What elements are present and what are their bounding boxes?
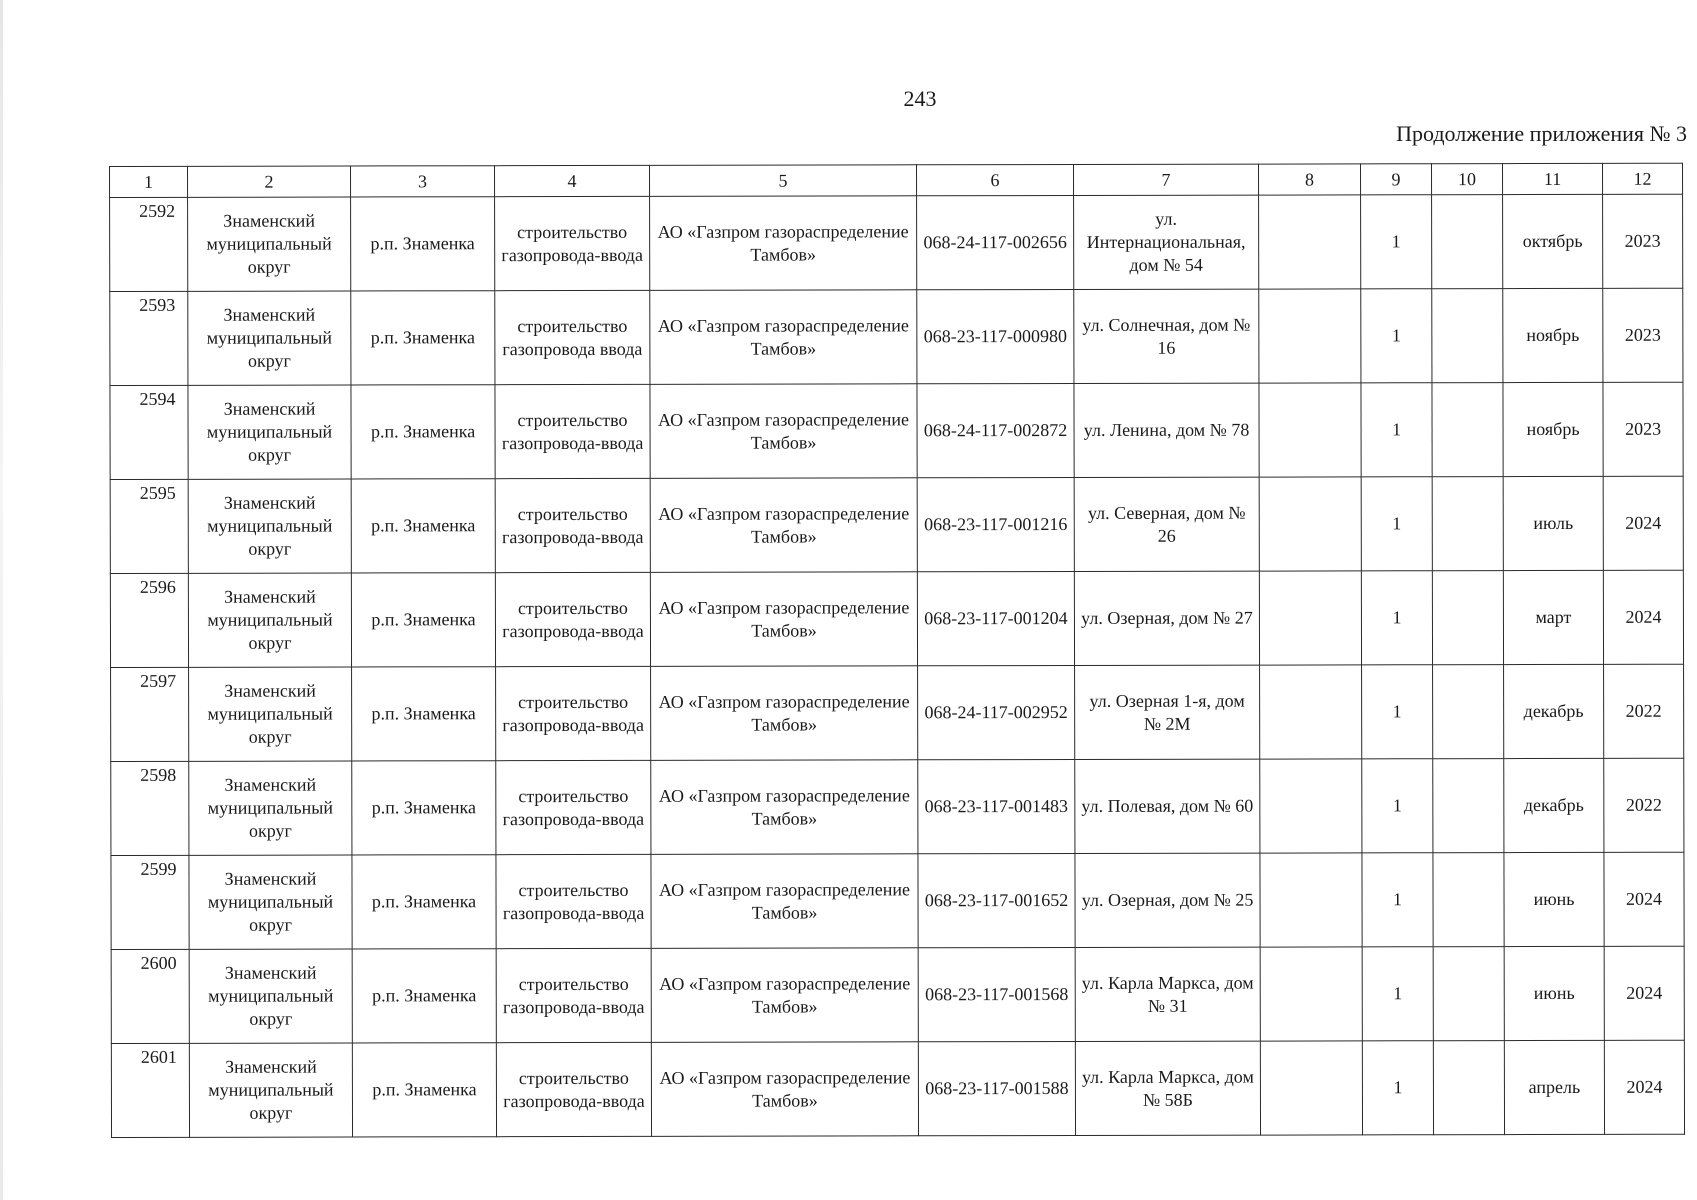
cell-district: Знаменский муниципальный округ bbox=[189, 1043, 352, 1137]
cell-month: декабрь bbox=[1504, 664, 1604, 758]
cell-quantity: 1 bbox=[1362, 665, 1433, 759]
cell-organization: АО «Газпром газораспределение Тамбов» bbox=[650, 478, 917, 573]
cell-work-type: строительство газопровода-ввода bbox=[496, 666, 651, 760]
cell-work-type: строительство газопровода-ввода bbox=[495, 384, 650, 478]
cell-row-number: 2600 bbox=[111, 949, 189, 1043]
cell-address: ул. Озерная 1-я, дом № 2М bbox=[1075, 665, 1260, 759]
cell-month: июль bbox=[1503, 476, 1603, 570]
cell-district: Знаменский муниципальный округ bbox=[188, 479, 351, 573]
cell-application-number: 068-24-117-002872 bbox=[917, 383, 1074, 477]
cell-address: ул. Озерная, дом № 27 bbox=[1074, 571, 1259, 665]
cell-col-8 bbox=[1260, 1041, 1362, 1135]
cell-month: октябрь bbox=[1503, 194, 1603, 288]
table-row bbox=[110, 476, 1683, 573]
cell-col-10 bbox=[1433, 947, 1504, 1041]
cell-application-number: 068-24-117-002952 bbox=[918, 665, 1075, 759]
cell-work-type: строительство газопровода-ввода bbox=[496, 760, 651, 854]
cell-row-number: 2598 bbox=[111, 761, 189, 855]
cell-col-10 bbox=[1433, 665, 1504, 759]
column-header: 9 bbox=[1360, 164, 1431, 195]
cell-application-number: 068-23-117-001216 bbox=[917, 477, 1074, 571]
cell-address: ул. Полевая, дом № 60 bbox=[1075, 759, 1260, 853]
cell-year: 2022 bbox=[1604, 758, 1684, 852]
column-header: 12 bbox=[1602, 163, 1682, 194]
cell-col-8 bbox=[1259, 571, 1361, 665]
table-row bbox=[111, 664, 1684, 761]
cell-row-number: 2597 bbox=[111, 667, 189, 761]
cell-month: ноябрь bbox=[1503, 288, 1603, 382]
cell-row-number: 2594 bbox=[110, 385, 188, 479]
cell-settlement: р.п. Знаменка bbox=[351, 573, 495, 667]
cell-row-number: 2592 bbox=[110, 197, 188, 291]
cell-work-type: строительство газопровода-ввода bbox=[495, 572, 650, 666]
cell-settlement: р.п. Знаменка bbox=[352, 1043, 496, 1137]
cell-district: Знаменский муниципальный округ bbox=[188, 197, 351, 291]
cell-month: декабрь bbox=[1504, 758, 1604, 852]
cell-organization: АО «Газпром газораспределение Тамбов» bbox=[651, 666, 918, 761]
cell-quantity: 1 bbox=[1361, 477, 1432, 571]
column-header: 3 bbox=[351, 166, 495, 197]
cell-col-10 bbox=[1432, 383, 1503, 477]
cell-month: апрель bbox=[1504, 1040, 1604, 1134]
cell-district: Знаменский муниципальный округ bbox=[189, 761, 352, 855]
cell-col-10 bbox=[1432, 477, 1503, 571]
cell-col-10 bbox=[1432, 571, 1503, 665]
column-header: 11 bbox=[1502, 163, 1602, 194]
cell-quantity: 1 bbox=[1361, 383, 1432, 477]
cell-settlement: р.п. Знаменка bbox=[351, 291, 495, 385]
cell-quantity: 1 bbox=[1362, 759, 1433, 853]
table-row bbox=[110, 382, 1683, 479]
cell-organization: АО «Газпром газораспределение Тамбов» bbox=[650, 290, 917, 385]
cell-work-type: строительство газопровода-ввода bbox=[495, 196, 650, 290]
cell-col-10 bbox=[1432, 195, 1503, 289]
cell-settlement: р.п. Знаменка bbox=[352, 949, 496, 1043]
cell-quantity: 1 bbox=[1361, 195, 1432, 289]
cell-row-number: 2599 bbox=[111, 855, 189, 949]
cell-organization: АО «Газпром газораспределение Тамбов» bbox=[651, 1042, 918, 1137]
cell-quantity: 1 bbox=[1361, 571, 1432, 665]
cell-col-10 bbox=[1433, 853, 1504, 947]
cell-organization: АО «Газпром газораспределение Тамбов» bbox=[651, 948, 918, 1043]
cell-address: ул. Ленина, дом № 78 bbox=[1074, 383, 1259, 477]
cell-address: ул. Карла Маркса, дом № 58Б bbox=[1075, 1041, 1260, 1135]
cell-application-number: 068-23-117-000980 bbox=[917, 289, 1074, 383]
cell-row-number: 2596 bbox=[110, 573, 188, 667]
cell-district: Знаменский муниципальный округ bbox=[189, 667, 352, 761]
cell-settlement: р.п. Знаменка bbox=[351, 479, 495, 573]
column-header: 4 bbox=[495, 165, 650, 196]
table-row bbox=[111, 758, 1684, 855]
cell-application-number: 068-23-117-001588 bbox=[918, 1041, 1075, 1135]
cell-settlement: р.п. Знаменка bbox=[352, 855, 496, 949]
cell-year: 2023 bbox=[1603, 194, 1683, 288]
scan-edge bbox=[0, 0, 3, 1200]
cell-quantity: 1 bbox=[1362, 1041, 1433, 1135]
cell-year: 2024 bbox=[1603, 476, 1683, 570]
cell-address: ул. Озерная, дом № 25 bbox=[1075, 853, 1260, 947]
cell-year: 2022 bbox=[1604, 664, 1684, 758]
cell-application-number: 068-23-117-001652 bbox=[918, 853, 1075, 947]
gas-connection-registry-table bbox=[109, 163, 1685, 1138]
cell-application-number: 068-23-117-001568 bbox=[918, 947, 1075, 1041]
cell-district: Знаменский муниципальный округ bbox=[189, 855, 352, 949]
cell-month: март bbox=[1503, 570, 1603, 664]
cell-application-number: 068-24-117-002656 bbox=[917, 195, 1074, 289]
cell-organization: АО «Газпром газораспределение Тамбов» bbox=[650, 572, 917, 667]
cell-col-8 bbox=[1259, 477, 1361, 571]
cell-col-8 bbox=[1259, 383, 1361, 477]
cell-col-10 bbox=[1433, 1041, 1504, 1135]
column-header: 2 bbox=[188, 166, 351, 197]
column-header: 7 bbox=[1073, 164, 1258, 195]
cell-work-type: строительство газопровода ввода bbox=[495, 290, 650, 384]
cell-month: ноябрь bbox=[1503, 382, 1603, 476]
page-number: 243 bbox=[903, 86, 937, 111]
table-row bbox=[111, 946, 1684, 1043]
cell-year: 2024 bbox=[1603, 570, 1683, 664]
cell-settlement: р.п. Знаменка bbox=[352, 667, 496, 761]
table-row bbox=[110, 288, 1683, 385]
table-row bbox=[110, 194, 1683, 291]
column-header: 5 bbox=[649, 165, 916, 197]
table-row bbox=[111, 852, 1684, 949]
cell-col-8 bbox=[1259, 195, 1361, 289]
cell-col-10 bbox=[1433, 759, 1504, 853]
cell-row-number: 2593 bbox=[110, 291, 188, 385]
cell-col-8 bbox=[1259, 289, 1361, 383]
column-header: 1 bbox=[110, 166, 188, 197]
table-header-row bbox=[110, 163, 1683, 197]
cell-organization: АО «Газпром газораспределение Тамбов» bbox=[650, 196, 917, 291]
cell-month: июнь bbox=[1504, 946, 1604, 1040]
cell-row-number: 2601 bbox=[111, 1043, 189, 1137]
cell-year: 2023 bbox=[1603, 288, 1683, 382]
cell-col-8 bbox=[1260, 853, 1362, 947]
cell-year: 2023 bbox=[1603, 382, 1683, 476]
cell-quantity: 1 bbox=[1362, 853, 1433, 947]
cell-year: 2024 bbox=[1604, 946, 1684, 1040]
cell-col-8 bbox=[1260, 665, 1362, 759]
table-body bbox=[110, 194, 1685, 1137]
cell-address: ул. Солнечная, дом № 16 bbox=[1074, 289, 1259, 383]
cell-district: Знаменский муниципальный округ bbox=[188, 385, 351, 479]
cell-district: Знаменский муниципальный округ bbox=[188, 291, 351, 385]
cell-settlement: р.п. Знаменка bbox=[351, 197, 495, 291]
cell-col-8 bbox=[1260, 759, 1362, 853]
cell-col-8 bbox=[1260, 947, 1362, 1041]
cell-quantity: 1 bbox=[1362, 947, 1433, 1041]
cell-quantity: 1 bbox=[1361, 289, 1432, 383]
cell-application-number: 068-23-117-001204 bbox=[917, 571, 1074, 665]
column-header: 8 bbox=[1258, 164, 1360, 195]
cell-organization: АО «Газпром газораспределение Тамбов» bbox=[651, 760, 918, 855]
cell-work-type: строительство газопровода-ввода bbox=[496, 1042, 651, 1136]
cell-settlement: р.п. Знаменка bbox=[351, 385, 495, 479]
cell-settlement: р.п. Знаменка bbox=[352, 761, 496, 855]
column-header: 10 bbox=[1431, 164, 1502, 195]
cell-application-number: 068-23-117-001483 bbox=[918, 759, 1075, 853]
cell-work-type: строительство газопровода-ввода bbox=[496, 854, 651, 948]
cell-organization: АО «Газпром газораспределение Тамбов» bbox=[651, 854, 918, 949]
table-row bbox=[110, 570, 1683, 667]
cell-district: Знаменский муниципальный округ bbox=[189, 949, 352, 1043]
cell-address: ул. Интернациональная, дом № 54 bbox=[1074, 195, 1259, 289]
cell-row-number: 2595 bbox=[110, 479, 188, 573]
cell-address: ул. Карла Маркса, дом № 31 bbox=[1075, 947, 1260, 1041]
cell-district: Знаменский муниципальный округ bbox=[188, 573, 351, 667]
cell-work-type: строительство газопровода-ввода bbox=[496, 948, 651, 1042]
cell-year: 2024 bbox=[1604, 852, 1684, 946]
column-header: 6 bbox=[916, 164, 1073, 195]
cell-organization: АО «Газпром газораспределение Тамбов» bbox=[650, 384, 917, 479]
table-row bbox=[111, 1040, 1684, 1137]
cell-year: 2024 bbox=[1604, 1040, 1684, 1134]
appendix-continuation-note: Продолжение приложения № 3 bbox=[1396, 121, 1687, 146]
cell-col-10 bbox=[1432, 289, 1503, 383]
cell-work-type: строительство газопровода-ввода bbox=[495, 478, 650, 572]
cell-address: ул. Северная, дом № 26 bbox=[1074, 477, 1259, 571]
cell-month: июнь bbox=[1504, 852, 1604, 946]
